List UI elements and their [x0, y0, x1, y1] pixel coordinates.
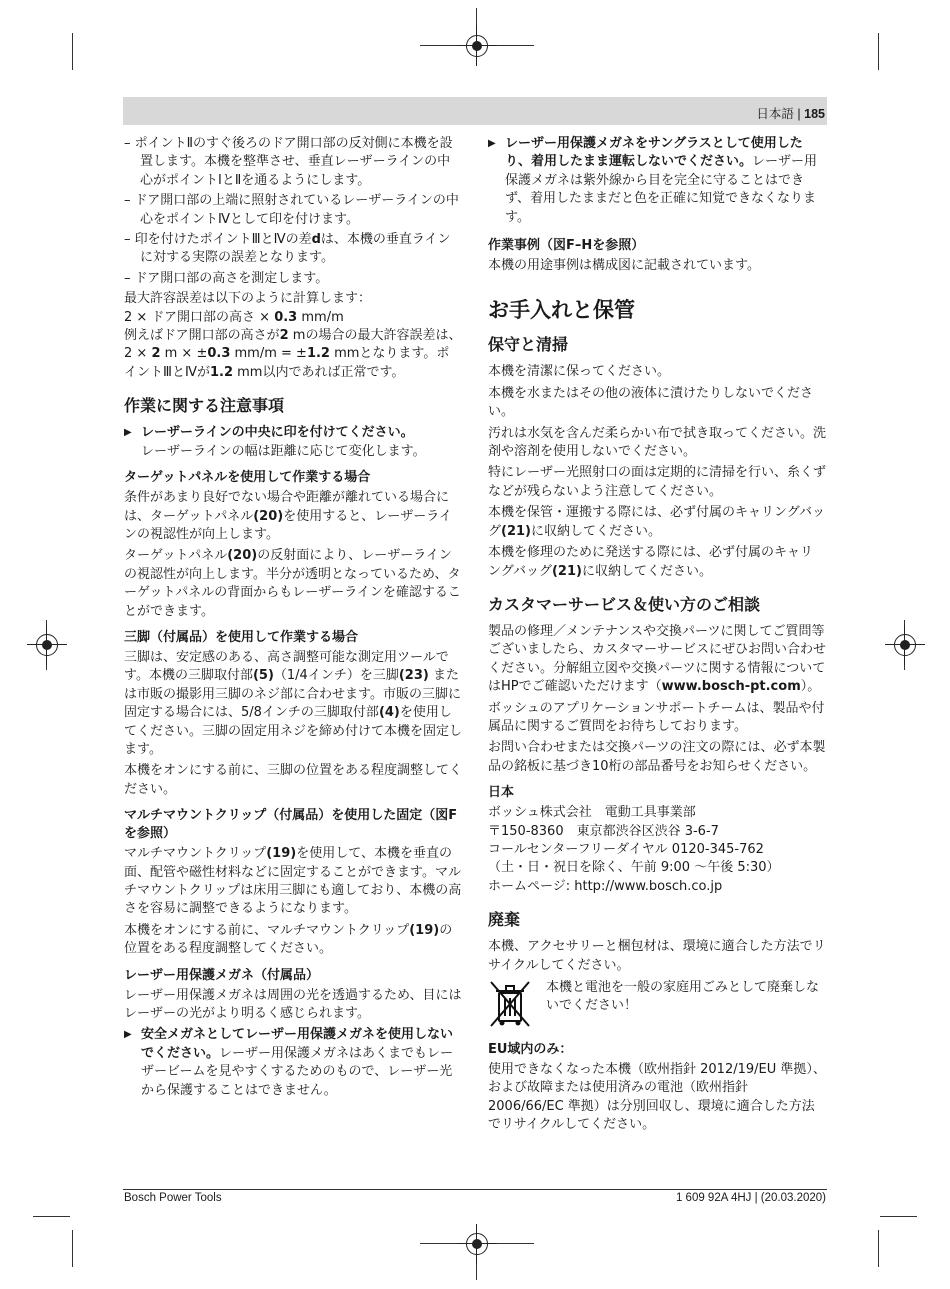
- section-heading: カスタマーサービス＆使い方のご相談: [488, 594, 761, 614]
- paragraph: 特にレーザー光照射口の面は定期的に清掃を行い、糸くずなどが残らないよう注意してください。: [488, 465, 827, 499]
- paragraph: 三脚は、安定感のある、高さ調整可能な測定用ツールです。本機の三脚取付部(5)（1/4インチ）を三脚(23) または市販の撮影用三脚のネジ部に合わせます。市販の三脚に固定する場合には、5/8インチの三脚取付部(4)を使用してください。三脚の固定用ネジを締め付けて本機を固定します。: [124, 649, 463, 757]
- paragraph: レーザー用保護メガネは周囲の光を透過するため、目にはレーザーの光がより明るく感じられます。: [124, 987, 462, 1022]
- header-bar: [123, 97, 827, 125]
- subsection-heading: レーザー用保護メガネ（付属品）: [124, 967, 320, 983]
- crossed-out-bin-icon: [488, 979, 534, 1029]
- registration-mark-icon: [466, 35, 488, 57]
- address-line: ホームページ: http://www.bosch.co.jp: [488, 878, 723, 894]
- address-line: （土・日・祝日を除く、午前 9:00 〜午後 5:30）: [488, 860, 780, 876]
- subsection-heading: ターゲットパネルを使用して作業する場合: [124, 470, 371, 486]
- subsection-heading: 三脚（付属品）を使用して作業する場合: [124, 629, 359, 645]
- registration-mark-icon: [466, 1233, 488, 1255]
- crop-mark: [72, 1230, 73, 1267]
- crop-mark: [880, 1216, 917, 1217]
- crop-mark: [33, 1216, 70, 1217]
- weee-text: 本機と電池を一般の家庭用ごみとして廃棄しないでください！: [546, 980, 820, 1014]
- list-item: – ドア開口部の高さを測定します。: [124, 270, 329, 286]
- section-heading: 作業に関する注意事項: [124, 396, 285, 416]
- crop-mark: [878, 1230, 879, 1267]
- paragraph: お問い合わせまたは交換パーツの注文の際には、必ず本製品の銘板に基づき10桁の部品番号をお知らせください。: [488, 740, 826, 774]
- page-header: 日本語 | 185: [756, 107, 825, 121]
- crop-mark: [72, 33, 73, 70]
- paragraph: 最大許容誤差は以下のように計算します：: [124, 291, 372, 307]
- paragraph: ターゲットパネル(20)の反射面により、レーザーラインの視認性が向上します。半分が透明となっているため、ターゲットパネルの背面からもレーザーラインを確認することができます。: [124, 548, 461, 619]
- paragraph: 条件があまり良好でない場合や距離が離れている場合には、ターゲットパネル(20)を使用すると、レーザーラインの視認性が向上します。: [124, 490, 452, 542]
- paragraph: 本機を清潔に保ってください。: [488, 364, 671, 380]
- list-item: – 印を付けたポイントⅢとⅣの差dは、本機の垂直ラインに対する実際の誤差となります。: [124, 232, 451, 266]
- paragraph: 使用できなくなった本機（欧州指針 2012/19/EU 準拠）、および故障または使用済みの電池（欧州指針 2006/66/EC 準拠）は分別回収し、環境に適合した方法でリサイクルしてください。: [488, 1062, 826, 1133]
- crop-mark: [878, 33, 879, 70]
- arrow-bullet-icon: ▶: [124, 1029, 132, 1041]
- footer-doc-id: 1 609 92A 4HJ | (20.03.2020): [675, 1192, 826, 1204]
- list-item: – ポイントⅡのすぐ後ろのドア開口部の反対側に本機を設置します。本機を整準させ、垂直レーザーラインの中心がポイントⅠとⅡを通るようにします。: [124, 136, 453, 188]
- warning-item: ▶ 安全メガネとしてレーザー用保護メガネを使用しないでください。レーザー用保護メガネはあくまでもレーザービームを見やすくするためのもので、レーザー光から保護することはできません。: [124, 1027, 454, 1098]
- chapter-heading: お手入れと保管: [488, 298, 635, 323]
- paragraph: 本機、アクセサリーと梱包材は、環境に適合した方法でリサイクルしてください。: [488, 939, 826, 973]
- list-item: – ドア開口部の上端に照射されているレーザーラインの中心をポイントⅣとして印を付けます。: [124, 193, 459, 227]
- subsection-heading: EU域内のみ：: [488, 1042, 573, 1057]
- address-line: コールセンターフリーダイヤル 0120-345-762: [488, 841, 764, 857]
- section-heading: 廃棄: [488, 910, 521, 930]
- left-column: [124, 135, 462, 1103]
- paragraph: マルチマウントクリップ(19)を使用して、本機を垂直の面、配管や磁性材料などに固定することができます。マルチマウントクリップは床用三脚にも適しており、本機の高さを容易に調整できるようになります。: [124, 846, 462, 917]
- paragraph: 2 × 2 m × ±0.3 mm/m = ±1.2 mmとなります。ポイントⅢとⅣが1.2 mm以内であれば正常です。: [124, 346, 450, 380]
- address-line: 〒150-8360 東京都渋谷区渋谷 3-6-7: [488, 823, 719, 839]
- arrow-bullet-icon: ▶: [488, 138, 496, 149]
- paragraph: 本機を修理のために発送する際には、必ず付属のキャリングバッグ(21)に収納してください。: [488, 545, 814, 579]
- paragraph: 本機を水またはその他の液体に漬けたりしないでください。: [488, 385, 814, 420]
- footer-brand: Bosch Power Tools: [124, 1192, 222, 1204]
- subsection-heading: 日本: [488, 785, 515, 801]
- address-line: ボッシュ株式会社 電動工具事業部: [488, 805, 696, 821]
- registration-mark-icon: [36, 634, 58, 656]
- warning-item: ▶ レーザーラインの中央に印を付けてください。 レーザーラインの幅は距離に応じて変化します。: [124, 425, 426, 459]
- paragraph: 製品の修理／メンテナンスや交換パーツに関してご質問等ございましたら、カスタマーサービスにぜひお問い合わせください。分解組立図や交換パーツに関する情報についてはHPでご確認いただけます（www.bosch-pt.com）。: [488, 623, 827, 695]
- paragraph: 汚れは水気を含んだ柔らかい布で拭き取ってください。洗剤や溶剤を使用しないでください。: [488, 425, 827, 460]
- paragraph: ボッシュのアプリケーションサポートチームは、製品や付属品に関するご質問をお待ちしております。: [488, 700, 825, 734]
- paragraph: 本機の用途事例は構成図に記載されています。: [488, 258, 760, 274]
- weee-notice: [488, 979, 826, 1029]
- registration-mark-icon: [894, 634, 916, 656]
- formula: 2 × ドア開口部の高さ × 0.3 mm/m: [124, 309, 344, 325]
- right-column: [488, 135, 826, 1138]
- paragraph: 本機をオンにする前に、マルチマウントクリップ(19)の位置をある程度調整してください。: [124, 922, 453, 957]
- paragraph: 本機をオンにする前に、三脚の位置をある程度調整してください。: [124, 763, 463, 797]
- paragraph: 本機を保管・運搬する際には、必ず付属のキャリングバッグ(21)に収納してください。: [488, 505, 825, 539]
- paragraph: 例えばドア開口部の高さが2 mの場合の最大許容誤差は、: [124, 328, 462, 344]
- header-language: 日本語: [756, 107, 794, 121]
- footer-rule: [123, 1189, 827, 1190]
- subsection-heading: 作業事例（図F–Hを参照）: [488, 238, 645, 254]
- section-heading: 保守と清掃: [488, 335, 569, 355]
- warning-item: ▶ レーザー用保護メガネをサングラスとして使用したり、着用したまま運転しないでください。レーザー用保護メガネは紫外線から目を完全に守ることはできず、着用したままだと色を正確に知覚できなくなります。: [488, 136, 818, 225]
- page-number: 185: [804, 107, 825, 121]
- subsection-heading: マルチマウントクリップ（付属品）を使用した固定（図Fを参照）: [124, 808, 458, 842]
- arrow-bullet-icon: ▶: [124, 427, 132, 439]
